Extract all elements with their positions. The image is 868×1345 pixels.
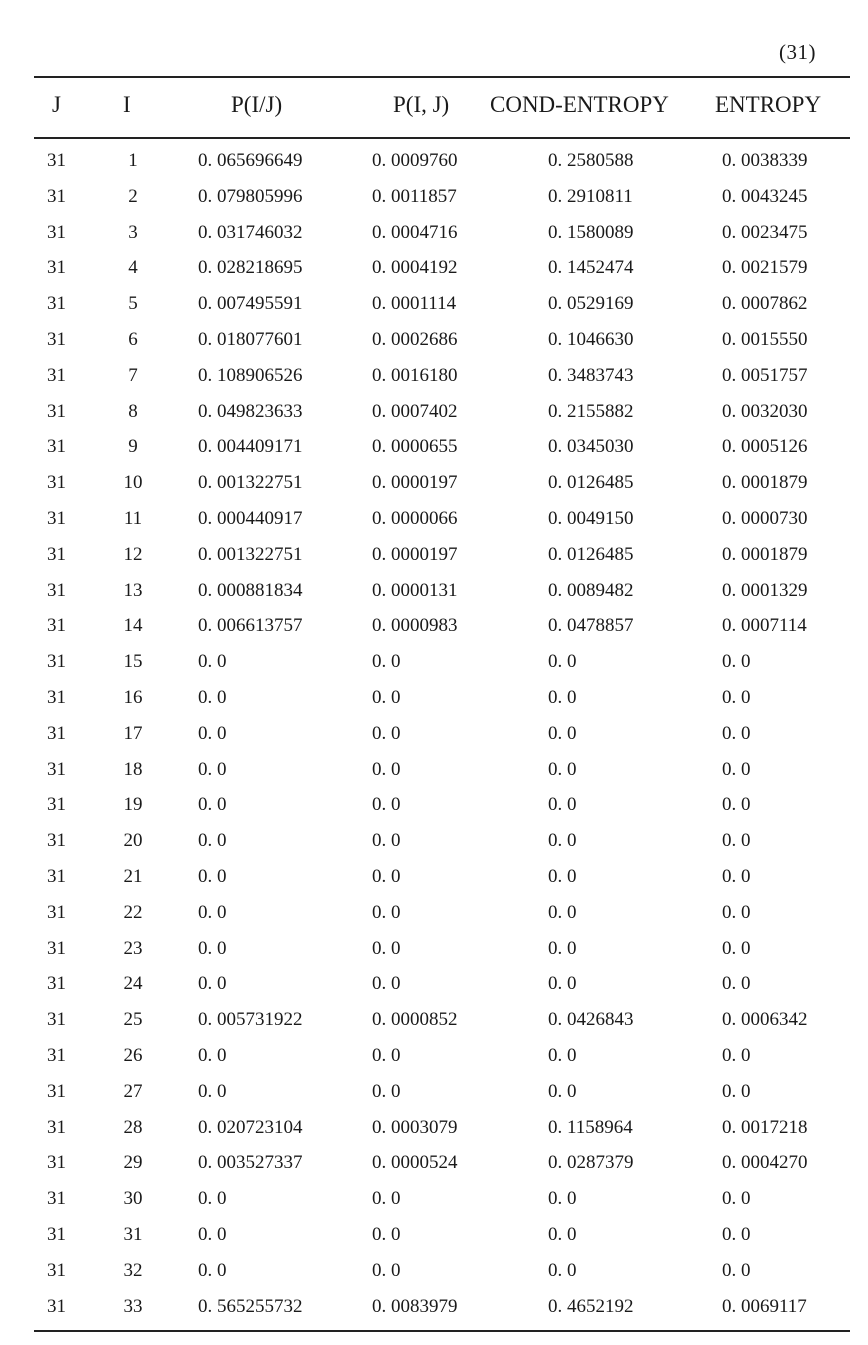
cell-cond-entropy: 0. 0	[548, 973, 577, 995]
cell-j: 31	[47, 507, 66, 529]
cell-j: 31	[47, 436, 66, 458]
table-top-rule	[34, 76, 850, 78]
cell-j: 31	[47, 686, 66, 708]
table-row	[0, 361, 868, 397]
cell-j: 31	[47, 257, 66, 279]
cell-i: 20	[123, 830, 143, 852]
cell-p-i-j: 0. 0	[372, 1223, 401, 1245]
table-row	[0, 182, 868, 218]
cell-i: 19	[123, 794, 143, 816]
cell-entropy: 0. 0000730	[722, 507, 808, 529]
cell-p-i-given-j: 0. 0	[198, 937, 227, 959]
cell-entropy: 0. 0001879	[722, 472, 808, 494]
cell-p-i-j: 0. 0	[372, 830, 401, 852]
cell-p-i-given-j: 0. 000881834	[198, 579, 303, 601]
cell-entropy: 0. 0021579	[722, 257, 808, 279]
cell-i: 2	[128, 185, 138, 207]
cell-cond-entropy: 0. 2155882	[548, 400, 634, 422]
cell-p-i-given-j: 0. 020723104	[198, 1116, 303, 1138]
cell-cond-entropy: 0. 0287379	[548, 1152, 634, 1174]
cell-cond-entropy: 0. 0	[548, 937, 577, 959]
cell-p-i-j: 0. 0000983	[372, 615, 458, 637]
cell-cond-entropy: 0. 1452474	[548, 257, 634, 279]
cell-p-i-given-j: 0. 0	[198, 1080, 227, 1102]
cell-i: 3	[128, 221, 138, 243]
cell-entropy: 0. 0	[722, 1259, 751, 1281]
cell-j: 31	[47, 150, 66, 171]
cell-j: 31	[47, 722, 66, 744]
cell-cond-entropy: 0. 0	[548, 901, 577, 923]
cell-cond-entropy: 0. 3483743	[548, 364, 634, 386]
cell-i: 13	[123, 579, 143, 601]
header-i: I	[123, 92, 131, 117]
cell-p-i-j: 0. 0	[372, 1044, 401, 1066]
cell-j: 31	[47, 830, 66, 852]
table-row	[0, 1256, 868, 1292]
cell-p-i-j: 0. 0000066	[372, 507, 458, 529]
table-row	[0, 1184, 868, 1220]
table-row	[0, 468, 868, 504]
cell-p-i-given-j: 0. 003527337	[198, 1152, 303, 1174]
cell-j: 31	[47, 651, 66, 673]
cell-entropy: 0. 0051757	[722, 364, 808, 386]
cell-cond-entropy: 0. 0	[548, 830, 577, 852]
cell-j: 31	[47, 221, 66, 243]
cell-cond-entropy: 0. 0126485	[548, 543, 634, 565]
cell-cond-entropy: 0. 1580089	[548, 221, 634, 243]
cell-cond-entropy: 0. 1046630	[548, 328, 634, 350]
table-row	[0, 1113, 868, 1149]
table-row	[0, 1148, 868, 1184]
cell-p-i-given-j: 0. 000440917	[198, 507, 303, 529]
cell-entropy: 0. 0015550	[722, 328, 808, 350]
cell-i: 29	[123, 1152, 143, 1174]
cell-p-i-j: 0. 0	[372, 901, 401, 923]
cell-p-i-j: 0. 0003079	[372, 1116, 458, 1138]
cell-entropy: 0. 0	[722, 865, 751, 887]
cell-j: 31	[47, 901, 66, 923]
cell-cond-entropy: 0. 4652192	[548, 1295, 634, 1317]
cell-p-i-given-j: 0. 0	[198, 651, 227, 673]
cell-i: 21	[123, 865, 143, 887]
cell-cond-entropy: 0. 0426843	[548, 1009, 634, 1031]
cell-i: 12	[123, 543, 143, 565]
cell-p-i-j: 0. 0002686	[372, 328, 458, 350]
cell-entropy: 0. 0007862	[722, 293, 808, 315]
cell-entropy: 0. 0005126	[722, 436, 808, 458]
cell-entropy: 0. 0007114	[722, 615, 807, 637]
cell-p-i-given-j: 0. 0	[198, 758, 227, 780]
cell-i: 16	[123, 686, 143, 708]
cell-i: 24	[123, 973, 143, 995]
cell-i: 18	[123, 758, 143, 780]
cell-i: 9	[128, 436, 138, 458]
table-row	[0, 790, 868, 826]
cell-p-i-j: 0. 0	[372, 651, 401, 673]
table-row	[0, 1077, 868, 1113]
table-row	[0, 1005, 868, 1041]
cell-j: 31	[47, 579, 66, 601]
cell-entropy: 0. 0	[722, 1188, 751, 1210]
cell-i: 8	[128, 400, 138, 422]
cell-i: 26	[123, 1044, 143, 1066]
cell-p-i-j: 0. 0	[372, 722, 401, 744]
cell-cond-entropy: 0. 0345030	[548, 436, 634, 458]
table-row	[0, 647, 868, 683]
table-row	[0, 862, 868, 898]
cell-cond-entropy: 0. 0	[548, 1259, 577, 1281]
cell-p-i-j: 0. 0000131	[372, 579, 458, 601]
cell-entropy: 0. 0	[722, 937, 751, 959]
cell-i: 33	[123, 1295, 143, 1317]
cell-cond-entropy: 0. 0089482	[548, 579, 634, 601]
cell-i: 4	[128, 257, 138, 279]
header-p-i-given-j: P(I/J)	[231, 92, 283, 117]
table-bottom-rule	[34, 1330, 850, 1332]
table-row	[0, 969, 868, 1005]
cell-j: 31	[47, 758, 66, 780]
cell-p-i-j: 0. 0000197	[372, 472, 458, 494]
cell-entropy: 0. 0038339	[722, 150, 808, 171]
cell-j: 31	[47, 1152, 66, 1174]
table-row	[0, 253, 868, 289]
cell-j: 31	[47, 1188, 66, 1210]
cell-entropy: 0. 0	[722, 1044, 751, 1066]
cell-entropy: 0. 0032030	[722, 400, 808, 422]
cell-j: 31	[47, 937, 66, 959]
cell-entropy: 0. 0017218	[722, 1116, 808, 1138]
cell-j: 31	[47, 1044, 66, 1066]
cell-entropy: 0. 0001879	[722, 543, 808, 565]
cell-p-i-given-j: 0. 005731922	[198, 1009, 303, 1031]
cell-entropy: 0. 0043245	[722, 185, 808, 207]
cell-entropy: 0. 0004270	[722, 1152, 808, 1174]
cell-j: 31	[47, 973, 66, 995]
cell-p-i-given-j: 0. 0	[198, 1259, 227, 1281]
cell-p-i-given-j: 0. 0	[198, 794, 227, 816]
cell-j: 31	[47, 1259, 66, 1281]
table-row	[0, 289, 868, 325]
table-row	[0, 218, 868, 254]
table-row	[0, 826, 868, 862]
cell-cond-entropy: 0. 1158964	[548, 1116, 633, 1138]
cell-i: 22	[123, 901, 143, 923]
cell-entropy: 0. 0	[722, 973, 751, 995]
cell-i: 11	[123, 507, 143, 529]
cell-j: 31	[47, 400, 66, 422]
cell-p-i-given-j: 0. 031746032	[198, 221, 303, 243]
cell-p-i-given-j: 0. 0	[198, 686, 227, 708]
cell-j: 31	[47, 1080, 66, 1102]
cell-i: 27	[123, 1080, 143, 1102]
cell-entropy: 0. 0	[722, 901, 751, 923]
cell-p-i-given-j: 0. 028218695	[198, 257, 303, 279]
cell-i: 6	[128, 328, 138, 350]
cell-i: 7	[128, 364, 138, 386]
cell-p-i-given-j: 0. 079805996	[198, 185, 303, 207]
cell-j: 31	[47, 865, 66, 887]
cell-i: 1	[128, 150, 138, 171]
cell-p-i-j: 0. 0	[372, 794, 401, 816]
cell-i: 23	[123, 937, 143, 959]
cell-j: 31	[47, 185, 66, 207]
table-row	[0, 432, 868, 468]
cell-j: 31	[47, 794, 66, 816]
cell-p-i-given-j: 0. 0	[198, 973, 227, 995]
cell-cond-entropy: 0. 0	[548, 651, 577, 673]
cell-cond-entropy: 0. 0049150	[548, 507, 634, 529]
cell-j: 31	[47, 328, 66, 350]
table-row	[0, 755, 868, 791]
cell-entropy: 0. 0	[722, 1223, 751, 1245]
cell-j: 31	[47, 1223, 66, 1245]
table-row	[0, 1041, 868, 1077]
cell-p-i-j: 0. 0000197	[372, 543, 458, 565]
header-p-i-j: P(I, J)	[393, 92, 450, 117]
cell-p-i-given-j: 0. 006613757	[198, 615, 303, 637]
cell-p-i-j: 0. 0004192	[372, 257, 458, 279]
cell-p-i-given-j: 0. 0	[198, 1223, 227, 1245]
table-row	[0, 719, 868, 755]
cell-p-i-given-j: 0. 001322751	[198, 472, 303, 494]
cell-p-i-j: 0. 0009760	[372, 150, 458, 171]
cell-cond-entropy: 0. 0529169	[548, 293, 634, 315]
cell-p-i-j: 0. 0	[372, 1080, 401, 1102]
table-row	[0, 683, 868, 719]
cell-p-i-given-j: 0. 0	[198, 901, 227, 923]
cell-p-i-j: 0. 0007402	[372, 400, 458, 422]
cell-cond-entropy: 0. 0	[548, 1044, 577, 1066]
table-row	[0, 1220, 868, 1256]
cell-entropy: 0. 0	[722, 686, 751, 708]
cell-i: 15	[123, 651, 143, 673]
header-j: J	[52, 92, 61, 117]
cell-p-i-given-j: 0. 0	[198, 830, 227, 852]
cell-entropy: 0. 0	[722, 651, 751, 673]
cell-p-i-j: 0. 0000852	[372, 1009, 458, 1031]
table-row	[0, 611, 868, 647]
cell-p-i-j: 0. 0	[372, 865, 401, 887]
cell-p-i-j: 0. 0001114	[372, 293, 457, 315]
cell-i: 25	[123, 1009, 143, 1031]
cell-i: 32	[123, 1259, 143, 1281]
table-row	[0, 898, 868, 934]
cell-cond-entropy: 0. 0	[548, 722, 577, 744]
cell-i: 17	[123, 722, 143, 744]
cell-entropy: 0. 0	[722, 722, 751, 744]
cell-i: 31	[123, 1223, 143, 1245]
table-row	[0, 934, 868, 970]
cell-i: 30	[123, 1188, 143, 1210]
cell-p-i-j: 0. 0	[372, 1188, 401, 1210]
cell-entropy: 0. 0	[722, 758, 751, 780]
cell-entropy: 0. 0001329	[722, 579, 808, 601]
table-row	[0, 576, 868, 612]
cell-p-i-given-j: 0. 018077601	[198, 328, 303, 350]
table-row	[0, 504, 868, 540]
cell-cond-entropy: 0. 0126485	[548, 472, 634, 494]
cell-p-i-given-j: 0. 049823633	[198, 400, 303, 422]
table-row	[0, 397, 868, 433]
cell-p-i-given-j: 0. 565255732	[198, 1295, 303, 1317]
cell-p-i-j: 0. 0000655	[372, 436, 458, 458]
cell-p-i-j: 0. 0	[372, 686, 401, 708]
header-cond-entropy: COND-ENTROPY	[490, 92, 669, 117]
cell-p-i-given-j: 0. 001322751	[198, 543, 303, 565]
cell-j: 31	[47, 1116, 66, 1138]
cell-j: 31	[47, 472, 66, 494]
page-number: (31)	[779, 40, 816, 64]
table-header-row	[0, 92, 868, 122]
header-entropy: ENTROPY	[715, 92, 822, 117]
cell-cond-entropy: 0. 0478857	[548, 615, 634, 637]
cell-cond-entropy: 0. 0	[548, 758, 577, 780]
cell-entropy: 0. 0006342	[722, 1009, 808, 1031]
cell-p-i-given-j: 0. 004409171	[198, 436, 303, 458]
cell-p-i-j: 0. 0	[372, 973, 401, 995]
cell-cond-entropy: 0. 0	[548, 686, 577, 708]
table-row	[0, 540, 868, 576]
table-row	[0, 325, 868, 361]
cell-j: 31	[47, 1009, 66, 1031]
cell-i: 28	[123, 1116, 143, 1138]
cell-p-i-j: 0. 0	[372, 1259, 401, 1281]
cell-entropy: 0. 0	[722, 794, 751, 816]
table-row	[0, 1292, 868, 1328]
cell-cond-entropy: 0. 0	[548, 1223, 577, 1245]
cell-entropy: 0. 0	[722, 1080, 751, 1102]
cell-cond-entropy: 0. 0	[548, 794, 577, 816]
cell-p-i-j: 0. 0000524	[372, 1152, 458, 1174]
cell-cond-entropy: 0. 0	[548, 1188, 577, 1210]
cell-p-i-given-j: 0. 108906526	[198, 364, 303, 386]
cell-p-i-j: 0. 0083979	[372, 1295, 458, 1317]
cell-p-i-given-j: 0. 0	[198, 722, 227, 744]
cell-p-i-j: 0. 0004716	[372, 221, 458, 243]
cell-cond-entropy: 0. 0	[548, 1080, 577, 1102]
cell-cond-entropy: 0. 0	[548, 865, 577, 887]
cell-p-i-given-j: 0. 0	[198, 1188, 227, 1210]
table-header-rule	[34, 137, 850, 139]
cell-entropy: 0. 0	[722, 830, 751, 852]
cell-p-i-j: 0. 0016180	[372, 364, 458, 386]
cell-j: 31	[47, 543, 66, 565]
cell-cond-entropy: 0. 2580588	[548, 150, 634, 171]
cell-i: 5	[128, 293, 138, 315]
cell-j: 31	[47, 293, 66, 315]
cell-i: 10	[123, 472, 143, 494]
cell-p-i-j: 0. 0	[372, 937, 401, 959]
cell-p-i-given-j: 0. 065696649	[198, 150, 303, 171]
cell-cond-entropy: 0. 2910811	[548, 185, 633, 207]
table-body	[0, 146, 868, 1327]
cell-i: 14	[123, 615, 143, 637]
cell-p-i-given-j: 0. 0	[198, 1044, 227, 1066]
cell-j: 31	[47, 615, 66, 637]
cell-entropy: 0. 0069117	[722, 1295, 807, 1317]
table-row	[0, 146, 868, 182]
cell-p-i-given-j: 0. 007495591	[198, 293, 303, 315]
cell-p-i-j: 0. 0	[372, 758, 401, 780]
cell-p-i-given-j: 0. 0	[198, 865, 227, 887]
cell-p-i-j: 0. 0011857	[372, 185, 457, 207]
cell-entropy: 0. 0023475	[722, 221, 808, 243]
cell-j: 31	[47, 364, 66, 386]
cell-j: 31	[47, 1295, 66, 1317]
